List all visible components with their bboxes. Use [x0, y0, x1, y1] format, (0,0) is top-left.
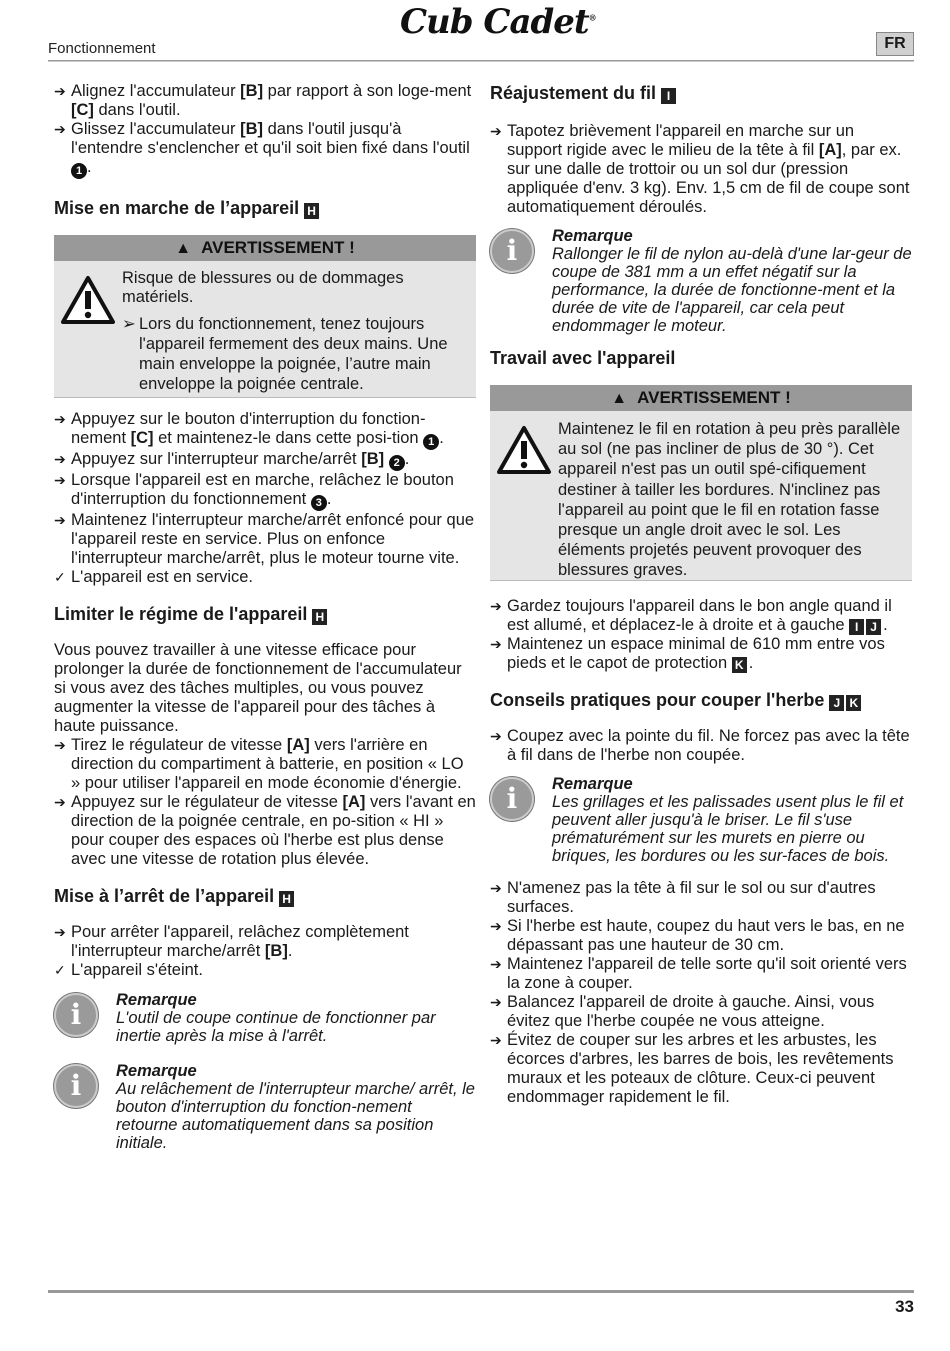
- step-release-interrupt: ➔ Lorsque l'appareil est en marche, relâchez le bouton d'interruption du fonctionnement 3 .: [54, 471, 454, 509]
- check-icon: ✓: [54, 569, 66, 585]
- heading-readjust: Réajustement du fil I: [490, 82, 912, 104]
- step-align-battery: ➔ Alignez l'accumulateur [B] par rapport à son loge-ment [C] dans l'outil.: [54, 82, 472, 119]
- info-icon: i: [54, 1064, 98, 1108]
- step-distance: ➔ Maintenez un espace minimal de 610 mm entre vos pieds et le capot de protection K .: [490, 635, 885, 672]
- warning-header: ▲ AVERTISSEMENT !: [490, 385, 912, 411]
- step-tip-cut: ➔ Coupez avec la pointe du fil. Ne forcez pas avec la tête à fil dans de l'herbe non coupée.: [490, 727, 910, 764]
- info-icon: i: [490, 229, 534, 273]
- step-slide-battery: ➔ Glissez l'accumulateur [B] dans l'outil jusqu'à l'entendre s'enclencher et qu'il soit bien fixé dans l'outil 1 .: [54, 120, 470, 177]
- step-press-interrupt: ➔ Appuyez sur le bouton d'interruption du fonction-nement [C] et maintenez-le dans cette posi-tion 1 .: [54, 410, 444, 448]
- warning-text: Risque de blessures ou de dommages matériels.: [122, 269, 404, 306]
- list-item: ➔ Si l'herbe est haute, coupez du haut vers le bas, en ne dépassant pas une hauteur de 30 cm.: [490, 917, 905, 954]
- brand-logo: Cub Cadet®: [400, 2, 596, 42]
- step-lo: ➔ Tirez le régulateur de vitesse [A] vers l'arrière en direction du compartiment à batterie, en position « LO » pour utiliser l'appareil en mode économie d'énergie.: [54, 736, 464, 792]
- section-label: Fonctionnement: [48, 40, 156, 57]
- step-number-badge: 1: [71, 163, 87, 179]
- warning-box-work: [490, 385, 912, 581]
- warning-icon: ▲: [611, 390, 628, 407]
- left-column: [54, 82, 476, 1152]
- arrow-icon: ➔: [54, 121, 66, 137]
- result-off: ✓ L'appareil s'éteint.: [54, 961, 203, 979]
- info-icon: i: [490, 777, 534, 821]
- note-fences: i Remarque Les grillages et les palissades usent plus le fil et peuvent aller jusqu'à le briser. Le fil s'use prématurément sur les murets en pierre ou briques, les bordures ou les sur-faces de bois.: [490, 775, 912, 865]
- warning-text: Maintenez le fil en rotation à peu près parallèle au sol (ne pas incliner de plus de 30 °). Cet appareil n'est pas un outil spé-cifiquement destiner à tailler les bordures. N'inclinez pas l'appareil au point que le fil en rotation fasse presque un angle droit avec le sol. Les éléments projetés peuvent provoquer des blessures graves.: [558, 420, 901, 580]
- page-number: 33: [895, 1297, 914, 1316]
- figure-badge: H: [304, 203, 319, 219]
- warning-box-start: [54, 235, 476, 398]
- footer-rule: [48, 1290, 914, 1293]
- limit-paragraph: Vous pouvez travailler à une vitesse efficace pour prolonger la durée de fonctionnement de l'accumulateur si vous avez des tâches multiples, ou vous pouvez augmenter la vitesse de l'appareil pour des tâches à haute puissance.: [54, 641, 462, 735]
- step-angle: ➔ Gardez toujours l'appareil dans le bon angle quand il est allumé, et déplacez-le à droite et à gauche I J .: [490, 597, 892, 634]
- result-in-service: ✓ L'appareil est en service.: [54, 568, 253, 586]
- heading-stop: Mise à l’arrêt de l’appareil H: [54, 885, 476, 907]
- list-item: ➔ Balancez l'appareil de droite à gauche. Ainsi, vous évitez que l'herbe coupée ne vous atteigne.: [490, 993, 875, 1030]
- language-badge: FR: [876, 32, 914, 56]
- warning-header: ▲ AVERTISSEMENT !: [54, 235, 476, 261]
- heading-start: Mise en marche de l’appareil H: [54, 197, 476, 219]
- step-stop: ➔ Pour arrêter l'appareil, relâchez complètement l'interrupteur marche/arrêt [B].: [54, 923, 409, 960]
- list-item: ➔ Évitez de couper sur les arbres et les arbustes, les écorces d'arbres, les barres de bois, les revêtements muraux et les poteaux de clôture. Ceux-ci peuvent endommager rapidement le fil.: [490, 1031, 894, 1106]
- warning-instruction: ➢ Lors du fonctionnement, tenez toujours l'appareil fermement des deux mains. Une main enveloppe la poignée, l’autre main enveloppe la poignée centrale.: [122, 315, 448, 393]
- heading-work: Travail avec l'appareil: [490, 348, 676, 368]
- warning-icon: ▲: [175, 240, 192, 257]
- warning-triangle-icon: [60, 275, 116, 325]
- step-tap: ➔ Tapotez brièvement l'appareil en marche sur un support rigide avec le milieu de la tête à fil [A], par ex. sur une dalle de trottoir ou un sol dur (pression appliquée d'env. 3 kg). Env. 1,5 cm de fil de coupe sont automatiquement déroulés.: [490, 122, 910, 216]
- info-icon: i: [54, 993, 98, 1037]
- list-item: ➔ Maintenez l'appareil de telle sorte qu'il soit orienté vers la zone à couper.: [490, 955, 907, 992]
- note-release: i Remarque Au relâchement de l'interrupteur marche/ arrêt, le bouton d'interruption du fonction-nement retourne automatiquement dans sa position initiale.: [54, 1062, 476, 1152]
- heading-tips: Conseils pratiques pour couper l'herbe J K: [490, 689, 912, 711]
- step-hi: ➔ Appuyez sur le régulateur de vitesse [A] vers l'avant en direction de la poignée centrale, en po-sition « HI » pour couper des espaces où l'herbe est plus dense avec une vitesse de rotation plus élevée.: [54, 793, 476, 868]
- heading-limit: Limiter le régime de l'appareil H: [54, 603, 476, 625]
- note-inertia: i Remarque L'outil de coupe continue de fonctionner par inertie après la mise à l'arrêt.: [54, 991, 476, 1045]
- warning-triangle-icon: [496, 425, 552, 475]
- step-hold-switch: ➔ Maintenez l'interrupteur marche/arrêt enfoncé pour que l'appareil reste en service. Plus on enfonce l'interrupteur marche/arrêt, plus le moteur tourne vite.: [54, 511, 475, 567]
- note-nylon: i Remarque Rallonger le fil de nylon au-delà d'une lar-geur de coupe de 381 mm a un effet négatif sur la performance, la durée de fonctionne-ment et la durée de vite de l'appareil, car cela peut endommager le moteur.: [490, 227, 912, 335]
- arrow-icon: ➔: [54, 83, 66, 99]
- check-icon: ✓: [54, 962, 66, 978]
- list-item: ➔ N'amenez pas la tête à fil sur le sol ou sur d'autres surfaces.: [490, 879, 876, 916]
- header-rule: [48, 60, 914, 62]
- step-press-switch: ➔ Appuyez sur l'interrupteur marche/arrêt [B] 2 .: [54, 450, 410, 469]
- right-column: [490, 82, 912, 1107]
